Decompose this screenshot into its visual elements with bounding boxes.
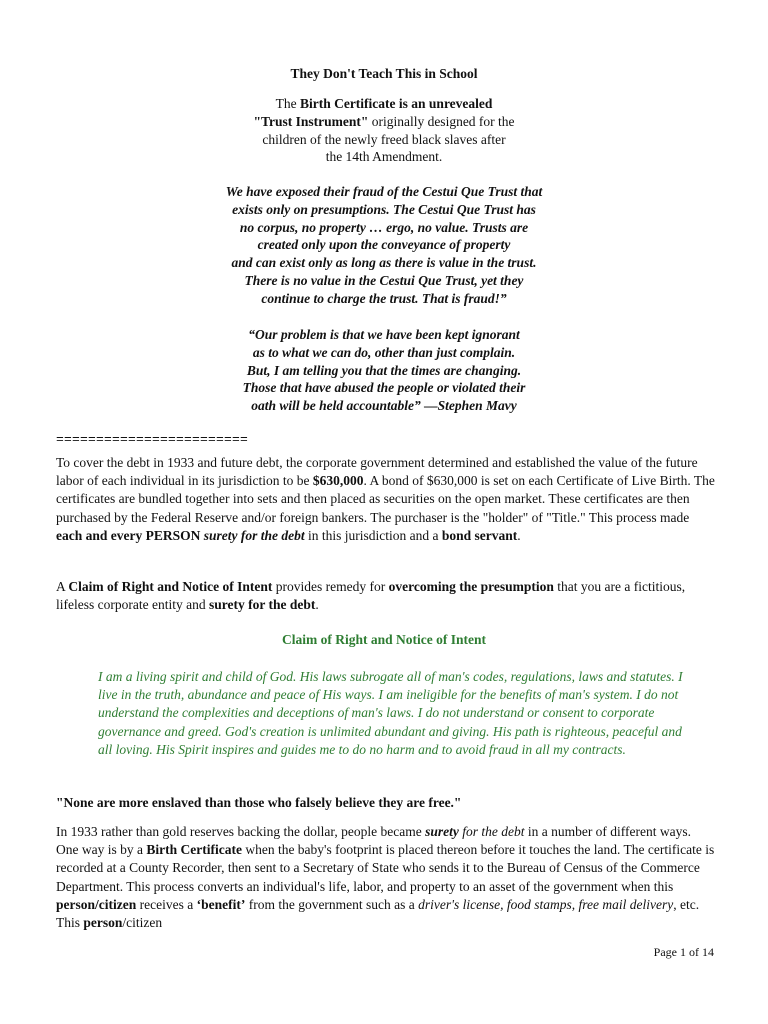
para-text: . A bond of $630,000 is set on each Certificate of Live Birth. The certificates are bundled together into sets and then placed as securities on the open market. These certificates are then purchased by the Federal Reserve and/or foreign bankers. The purchaser is the "holder" of "Title." This process made — [56, 473, 715, 525]
para-text: . — [517, 527, 521, 543]
claim-heading: Claim of Right and Notice of Intent — [282, 632, 486, 647]
intro-text-4: the 14th Amendment. — [325, 149, 443, 165]
intro-paragraph — [0, 95, 768, 166]
para-bold: Birth Certificate — [146, 842, 242, 858]
para-text: , etc. This — [56, 896, 700, 931]
para-bold: bond servant — [441, 527, 518, 543]
para-text: To cover the debt in 1933 and future debt, the corporate government determined and established the value of the future labor of each individual in its jurisdiction to be — [56, 455, 698, 489]
para-text: . — [315, 597, 319, 613]
quote-line: no corpus, no property … ergo, no value. Trusts are — [239, 219, 529, 235]
para-bold: surety for the debt — [208, 597, 316, 613]
divider-line: ======================== — [56, 432, 249, 447]
intro-bold-2: "Trust Instrument" — [253, 113, 369, 129]
para-text: In 1933 rather than gold reserves backing the dollar, people became — [56, 824, 426, 839]
para-text: A — [56, 579, 69, 594]
quote-line: as to what we can do, other than just complain. — [252, 344, 516, 360]
enslaved-quote: "None are more enslaved than those who falsely believe they are free." — [56, 795, 462, 810]
para-text: in a number of different ways. One way is by a — [56, 824, 692, 858]
para-italic: driver's license, food stamps, free mail delivery — [418, 896, 674, 912]
para-bold: each and every PERSON — [56, 527, 201, 543]
claim-paragraph — [56, 578, 716, 614]
document-title: They Don't Teach This in School — [290, 66, 478, 81]
para-bold: ‘benefit’ — [196, 896, 246, 912]
para-text: provides remedy for — [272, 579, 389, 594]
quote-line: created only upon the conveyance of property — [257, 237, 511, 253]
page-number: Page 1 of 14 — [653, 945, 714, 959]
quote-line: and can exist only as long as there is value in the trust. — [231, 255, 537, 271]
quote-line: But, I am telling you that the times are changing. — [246, 362, 522, 378]
para-text: in this jurisdiction and a — [304, 527, 442, 543]
para-bold-italic: surety for the debt — [200, 527, 305, 543]
para-text: /citizen — [122, 915, 163, 931]
quote-line: There is no value in the Cestui Que Trust, yet they — [244, 272, 524, 288]
stephen-mavy-quote — [0, 326, 768, 415]
para-text: that you are a fictitious, lifeless corporate entity and — [56, 579, 686, 613]
quote-line: continue to charge the trust. That is fraud!” — [261, 290, 507, 306]
surety-paragraph — [56, 823, 716, 932]
para-italic: for the debt — [458, 824, 525, 839]
para-bold: overcoming the presumption — [388, 579, 554, 594]
quote-line: oath will be held accountable” —Stephen Mavy — [251, 398, 517, 414]
para-text: from the government such as a — [245, 896, 419, 912]
para-bold: Claim of Right and Notice of Intent — [68, 579, 273, 594]
para-bold: person/citizen — [56, 896, 137, 912]
quote-line: “Our problem is that we have been kept ignorant — [248, 327, 520, 342]
quote-line: exists only on presumptions. The Cestui Que Trust has — [232, 201, 536, 217]
claim-statement: I am a living spirit and child of God. His laws subrogate all of man's codes, regulations, laws and statutes. I live in the truth, abundance and peace of His ways. I am ineligible for the benefits of man's system. I do not understand the complexities and deceptions of man's laws. I do not understand or consent to corporate governance and greed. God's creation is unlimited abundant and giving. His path is righteous, peaceful and all loving. His Spirit inspires and guides me to do no harm and to avoid fraud in all my contracts. — [98, 669, 683, 757]
para-text: receives a — [136, 896, 197, 912]
para-bold: person — [83, 915, 123, 931]
para-bold: $630,000 — [312, 473, 364, 489]
intro-text-2: originally designed for the — [368, 113, 515, 129]
debt-paragraph — [56, 454, 716, 545]
intro-bold-1: Birth Certificate is an unrevealed — [299, 96, 493, 111]
quote-line: We have exposed their fraud of the Cestui Que Trust that — [225, 184, 543, 199]
intro-text-3: children of the newly freed black slaves after — [262, 131, 506, 147]
intro-text-1: The — [275, 96, 300, 111]
cestui-que-quote — [0, 183, 768, 308]
para-text: when the baby's footprint is placed thereon before it touches the land. The certificate is recorded at a County Recorder, then sent to a Secretary of State who sends it to the Bureau of Census of the Commerce Department. This process converts an individual's life, labor, and property to an asset of the government when this — [56, 842, 715, 894]
quote-line: Those that have abused the people or violated their — [242, 380, 526, 396]
para-bold-italic: surety — [425, 824, 459, 839]
